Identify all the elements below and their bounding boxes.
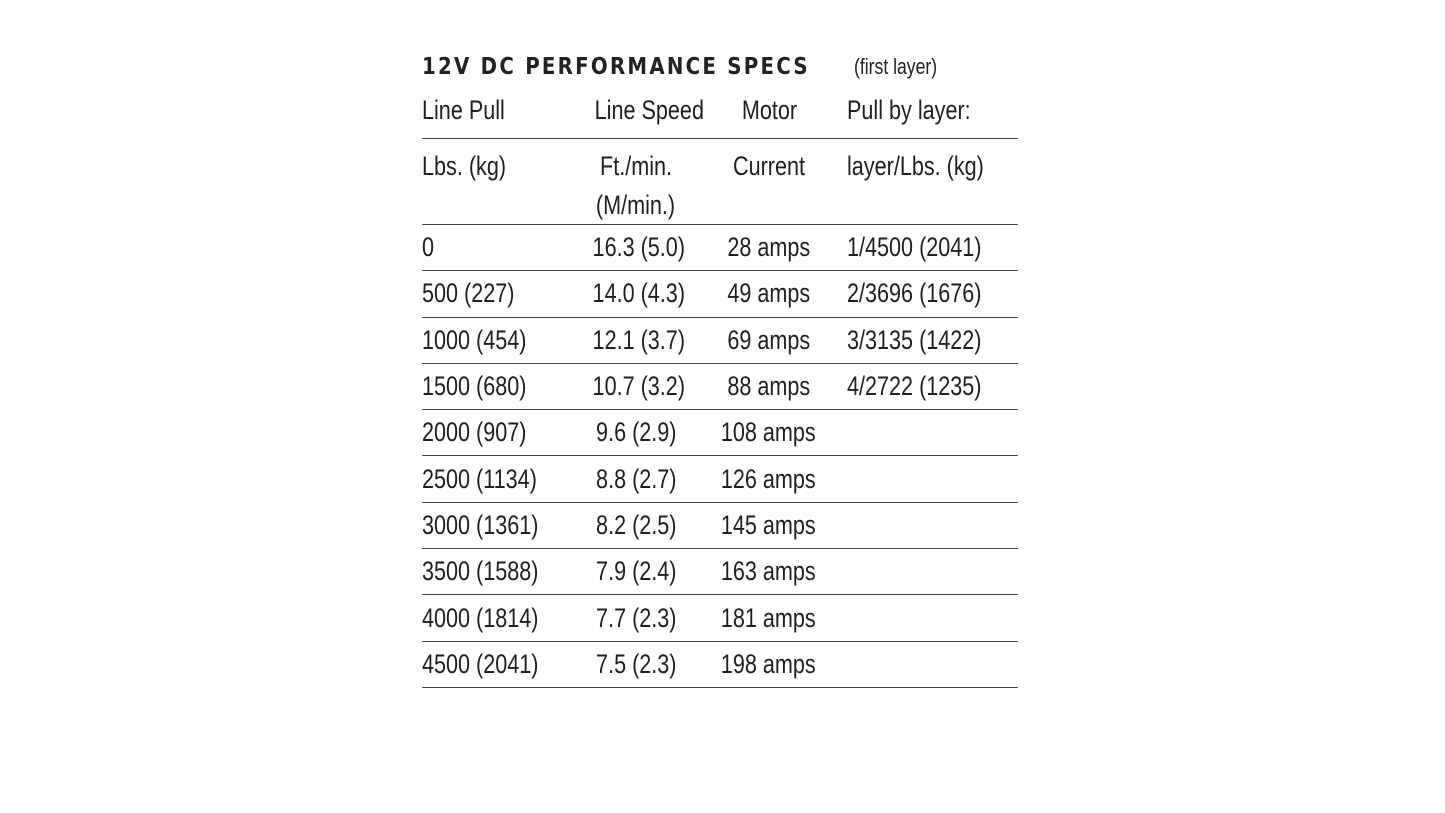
table-row xyxy=(422,271,1018,317)
units-line-speed: Ft./min. (M/min.) xyxy=(596,151,676,220)
motor-current-cell: 198 amps xyxy=(721,648,817,679)
pull-by-layer-cell xyxy=(847,645,1018,684)
header-pull-by-layer: Pull by layer: xyxy=(847,95,971,125)
line-pull-cell: 2500 (1134) xyxy=(422,463,537,494)
line-pull-cell: 3000 (1361) xyxy=(422,509,539,540)
line-pull-cell: 4500 (2041) xyxy=(422,648,539,679)
line-speed-cell: 7.5 (2.3) xyxy=(595,648,677,679)
motor-current-cell: 49 amps xyxy=(727,278,811,309)
motor-current-cell: 108 amps xyxy=(721,417,817,448)
table-row xyxy=(422,595,1018,641)
line-pull-cell: 1000 (454) xyxy=(422,324,527,355)
line-speed-cell: 12.1 (3.7) xyxy=(592,324,686,355)
table-header-row xyxy=(422,86,1018,139)
pull-by-layer-cell xyxy=(847,506,1018,545)
table-row xyxy=(422,225,1018,271)
line-pull-cell: 2000 (907) xyxy=(422,417,527,448)
pull-by-layer-cell xyxy=(847,460,1018,499)
performance-specs xyxy=(422,48,1018,688)
pull-by-layer-cell xyxy=(847,552,1018,591)
motor-current-cell: 28 amps xyxy=(727,232,811,263)
table-row xyxy=(422,410,1018,456)
pull-by-layer-cell: 1/4500 (2041) xyxy=(847,232,982,263)
table-body xyxy=(422,225,1018,688)
table-row xyxy=(422,456,1018,502)
motor-current-cell: 145 amps xyxy=(721,509,817,540)
line-speed-cell: 8.2 (2.5) xyxy=(595,509,677,540)
title-row xyxy=(422,48,1018,86)
table-row xyxy=(422,549,1018,595)
units-motor-current: Current xyxy=(732,151,805,181)
line-pull-cell: 0 xyxy=(422,232,435,263)
line-speed-cell: 9.6 (2.9) xyxy=(595,417,677,448)
line-speed-cell: 7.7 (2.3) xyxy=(595,602,677,633)
pull-by-layer-cell: 2/3696 (1676) xyxy=(847,278,982,309)
units-pull-by-layer: layer/Lbs. (kg) xyxy=(846,151,984,181)
line-pull-cell: 500 (227) xyxy=(422,278,515,309)
table-row xyxy=(422,364,1018,410)
pull-by-layer-cell xyxy=(847,413,1018,452)
header-motor: Motor xyxy=(741,95,797,125)
motor-current-cell: 181 amps xyxy=(721,602,817,633)
pull-by-layer-cell: 3/3135 (1422) xyxy=(847,324,982,355)
line-pull-cell: 4000 (1814) xyxy=(422,602,539,633)
pull-by-layer-cell xyxy=(847,599,1018,638)
line-speed-cell: 8.8 (2.7) xyxy=(595,463,677,494)
line-speed-cell: 16.3 (5.0) xyxy=(592,232,686,263)
motor-current-cell: 88 amps xyxy=(727,371,811,402)
line-speed-cell: 10.7 (3.2) xyxy=(592,371,686,402)
specs-subtitle: (first layer) xyxy=(854,54,938,79)
header-line-pull: Line Pull xyxy=(422,95,505,125)
table-row xyxy=(422,503,1018,549)
pull-by-layer-cell: 4/2722 (1235) xyxy=(847,371,982,402)
motor-current-cell: 69 amps xyxy=(727,324,811,355)
line-pull-cell: 3500 (1588) xyxy=(422,556,539,587)
table-row xyxy=(422,318,1018,364)
motor-current-cell: 163 amps xyxy=(721,556,817,587)
line-pull-cell: 1500 (680) xyxy=(422,371,527,402)
motor-current-cell: 126 amps xyxy=(721,463,817,494)
table-units-row xyxy=(422,139,1018,225)
line-speed-cell: 7.9 (2.4) xyxy=(595,556,677,587)
units-line-pull: Lbs. (kg) xyxy=(422,151,507,181)
specs-title: 12V DC PERFORMANCE SPECS xyxy=(422,54,810,80)
line-speed-cell: 14.0 (4.3) xyxy=(592,278,686,309)
table-row xyxy=(422,642,1018,688)
header-line-speed: Line Speed xyxy=(594,95,704,125)
specs-table xyxy=(422,86,1018,688)
